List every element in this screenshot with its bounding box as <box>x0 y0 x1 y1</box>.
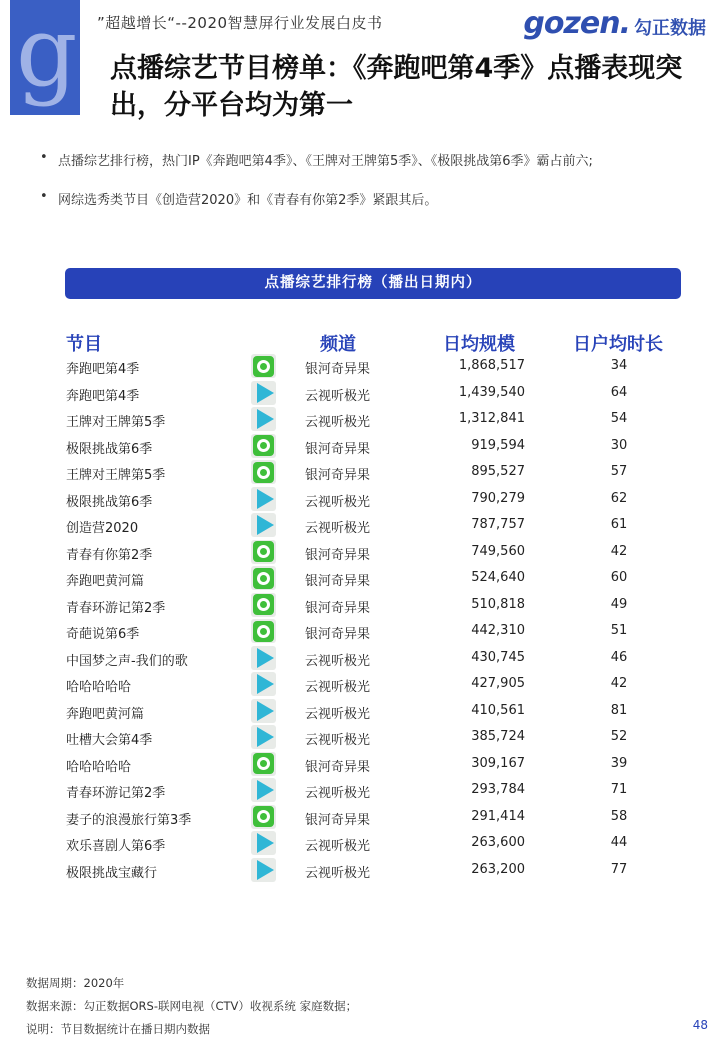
green-tv-glyph <box>253 594 274 615</box>
green-tv-icon <box>251 540 276 564</box>
daily-scale: 787,757 <box>471 517 525 532</box>
program-name: 王牌对王牌第5季 <box>66 415 166 430</box>
daily-duration: 42 <box>610 543 628 559</box>
channel-name: 银河奇异果 <box>305 600 371 616</box>
daily-duration: 77 <box>610 861 628 877</box>
green-tv-icon <box>251 460 276 484</box>
table-row <box>0 857 720 884</box>
daily-duration: 64 <box>610 384 628 400</box>
page-number: 48 <box>692 1018 708 1032</box>
daily-scale: 263,600 <box>471 835 525 850</box>
play-icon <box>251 381 276 405</box>
table-row <box>0 486 720 513</box>
play-icon <box>251 831 276 855</box>
play-glyph <box>257 701 274 721</box>
daily-duration: 46 <box>610 649 628 665</box>
green-tv-glyph <box>253 356 274 377</box>
table-row <box>0 777 720 804</box>
program-name: 哈哈哈哈哈 <box>66 680 132 695</box>
ranking-table <box>0 353 720 883</box>
bullet-text: 点播综艺排行榜，热门IP《奔跑吧第4季》、《王牌对王牌第5季》、《极限挑战第6季》霸占前六; <box>58 154 593 169</box>
daily-duration: 60 <box>610 570 628 585</box>
daily-scale: 385,724 <box>471 729 525 744</box>
play-icon <box>251 699 276 723</box>
play-icon <box>251 778 276 802</box>
play-glyph <box>257 409 274 429</box>
program-name: 极限挑战第6季 <box>66 494 153 510</box>
daily-scale: 524,640 <box>471 570 525 585</box>
channel-name: 云视听极光 <box>305 865 371 881</box>
table-row <box>0 618 720 645</box>
program-name: 妻子的浪漫旅行第3季 <box>66 812 192 828</box>
header-duration: 日户均时长 <box>573 334 663 355</box>
channel-name: 云视听极光 <box>305 680 371 695</box>
daily-duration: 42 <box>610 676 628 691</box>
program-name: 吐槽大会第4季 <box>66 733 153 748</box>
table-row <box>0 645 720 672</box>
table-row <box>0 539 720 566</box>
green-tv-glyph <box>253 462 274 483</box>
footnotes <box>26 972 357 1040</box>
program-name: 奔跑吧第4季 <box>66 362 140 377</box>
logo-block <box>10 0 80 115</box>
green-tv-glyph <box>253 806 274 827</box>
channel-name: 云视听极光 <box>305 494 371 510</box>
green-tv-icon <box>251 805 276 829</box>
play-glyph <box>257 489 274 509</box>
daily-duration: 49 <box>610 596 628 612</box>
program-name: 王牌对王牌第5季 <box>66 468 166 483</box>
daily-scale: 790,279 <box>471 490 525 506</box>
channel-name: 银河奇异果 <box>305 574 371 589</box>
daily-scale: 1,312,841 <box>458 411 525 426</box>
daily-scale: 510,818 <box>471 596 525 612</box>
play-glyph <box>257 833 274 853</box>
daily-scale: 410,561 <box>471 702 525 718</box>
channel-name: 银河奇异果 <box>305 627 371 642</box>
play-icon <box>251 513 276 537</box>
green-tv-icon <box>251 752 276 776</box>
daily-scale: 427,905 <box>471 676 525 691</box>
report-tagline: ”超越增长“--2020智慧屏行业发展白皮书 <box>97 14 383 32</box>
note-source: 数据来源：勾正数据ORS-联网电视（CTV）收视系统 家庭数据； <box>26 999 358 1013</box>
channel-name: 云视听极光 <box>305 388 371 404</box>
channel-name: 云视听极光 <box>305 839 371 854</box>
daily-scale: 442,310 <box>471 623 525 638</box>
g-logo-icon: g <box>16 0 78 108</box>
daily-duration: 58 <box>610 808 628 824</box>
table-banner: 点播综艺排行榜（播出日期内） <box>65 268 681 299</box>
daily-duration: 34 <box>610 358 628 373</box>
play-icon <box>251 672 276 696</box>
daily-scale: 1,439,540 <box>458 384 525 400</box>
daily-duration: 81 <box>610 702 628 718</box>
table-row <box>0 433 720 460</box>
green-tv-glyph <box>253 568 274 589</box>
program-name: 奇葩说第6季 <box>66 627 140 642</box>
play-glyph <box>257 780 274 800</box>
table-row <box>0 724 720 751</box>
play-icon <box>251 725 276 749</box>
play-icon <box>251 858 276 882</box>
program-name: 欢乐喜剧人第6季 <box>66 839 166 854</box>
table-row <box>0 380 720 407</box>
bullet-item <box>40 150 700 169</box>
table-row <box>0 698 720 725</box>
channel-name: 云视听极光 <box>305 521 371 536</box>
program-name: 奔跑吧黄河篇 <box>66 706 145 722</box>
play-glyph <box>257 648 274 668</box>
summary-bullets <box>40 150 700 228</box>
table-row <box>0 592 720 619</box>
table-row <box>0 512 720 539</box>
channel-name: 云视听极光 <box>305 706 371 722</box>
play-icon <box>251 487 276 511</box>
daily-scale: 430,745 <box>471 649 525 665</box>
daily-duration: 57 <box>610 464 628 479</box>
channel-name: 云视听极光 <box>305 415 371 430</box>
bullet-item <box>40 189 700 208</box>
green-tv-icon <box>251 619 276 643</box>
play-glyph <box>257 674 274 694</box>
bullet-dot-icon: • <box>40 150 48 165</box>
daily-duration: 54 <box>610 411 628 426</box>
green-tv-icon <box>251 593 276 617</box>
page-title: 点播综艺节目榜单：《奔跑吧第4季》点播表现突出，分平台均为第一 <box>110 53 683 121</box>
header-program: 节目 <box>66 334 102 355</box>
note-period: 数据周期：2020年 <box>26 976 125 990</box>
channel-name: 银河奇异果 <box>305 362 371 377</box>
channel-name: 银河奇异果 <box>305 759 371 775</box>
brand-name-cn: 勾正数据 <box>634 17 706 39</box>
channel-name: 云视听极光 <box>305 733 371 748</box>
green-tv-glyph <box>253 435 274 456</box>
play-glyph <box>257 515 274 535</box>
play-icon <box>251 646 276 670</box>
channel-name: 云视听极光 <box>305 653 371 669</box>
daily-scale: 291,414 <box>471 808 525 824</box>
channel-name: 云视听极光 <box>305 786 371 801</box>
daily-scale: 293,784 <box>471 782 525 797</box>
daily-scale: 263,200 <box>471 861 525 877</box>
daily-scale: 895,527 <box>471 464 525 479</box>
brand-logo <box>523 6 706 41</box>
daily-duration: 30 <box>610 437 628 453</box>
green-tv-icon <box>251 566 276 590</box>
daily-scale: 309,167 <box>471 755 525 771</box>
program-name: 极限挑战第6季 <box>66 441 153 457</box>
program-name: 青春环游记第2季 <box>66 786 166 801</box>
bullet-text: 网综选秀类节目《创造营2020》和《青春有你第2季》紧跟其后。 <box>58 193 438 208</box>
play-glyph <box>257 860 274 880</box>
program-name: 青春有你第2季 <box>66 547 153 563</box>
channel-name: 银河奇异果 <box>305 468 371 483</box>
header-scale: 日均规模 <box>443 334 515 355</box>
daily-scale: 919,594 <box>471 437 525 453</box>
program-name: 极限挑战宝藏行 <box>66 865 158 881</box>
daily-duration: 39 <box>610 755 628 771</box>
table-row <box>0 671 720 698</box>
green-tv-icon <box>251 434 276 458</box>
program-name: 中国梦之声-我们的歌 <box>66 653 188 669</box>
table-row <box>0 804 720 831</box>
daily-duration: 44 <box>610 835 628 850</box>
play-glyph <box>257 383 274 403</box>
table-row <box>0 830 720 857</box>
channel-name: 银河奇异果 <box>305 441 371 457</box>
program-name: 哈哈哈哈哈 <box>66 759 132 775</box>
table-row <box>0 459 720 486</box>
daily-duration: 51 <box>610 623 628 638</box>
play-glyph <box>257 727 274 747</box>
table-row <box>0 406 720 433</box>
program-name: 创造营2020 <box>66 521 139 536</box>
green-tv-glyph <box>253 541 274 562</box>
bullet-dot-icon: • <box>40 189 48 204</box>
daily-scale: 1,868,517 <box>458 358 525 373</box>
program-name: 青春环游记第2季 <box>66 600 166 616</box>
table-row <box>0 751 720 778</box>
channel-name: 银河奇异果 <box>305 812 371 828</box>
program-name: 奔跑吧黄河篇 <box>66 574 145 589</box>
daily-duration: 62 <box>610 490 628 506</box>
table-row <box>0 353 720 380</box>
daily-duration: 71 <box>610 782 628 797</box>
note-description: 说明：节目数据统计在播日期内数据 <box>26 1022 210 1036</box>
play-icon <box>251 407 276 431</box>
green-tv-glyph <box>253 621 274 642</box>
daily-scale: 749,560 <box>471 543 525 559</box>
green-tv-glyph <box>253 753 274 774</box>
program-name: 奔跑吧第4季 <box>66 388 140 404</box>
brand-name-en: gozen. <box>523 6 630 41</box>
daily-duration: 52 <box>610 729 628 744</box>
channel-name: 银河奇异果 <box>305 547 371 563</box>
header-channel: 频道 <box>320 334 356 355</box>
table-row <box>0 565 720 592</box>
green-tv-icon <box>251 354 276 378</box>
daily-duration: 61 <box>610 517 628 532</box>
